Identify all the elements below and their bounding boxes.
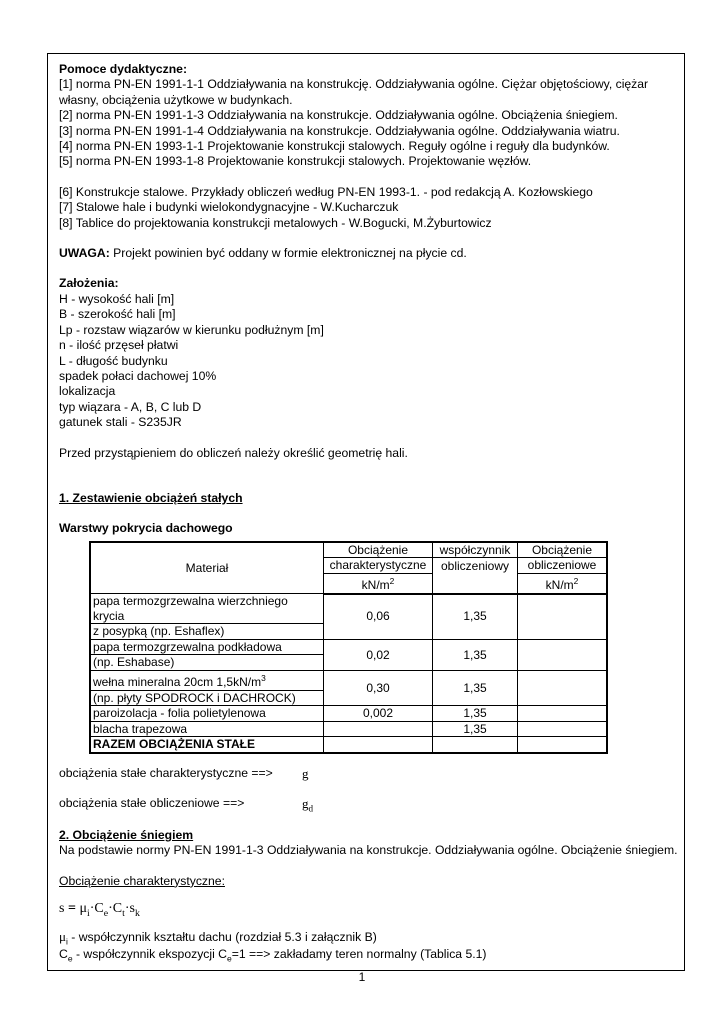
total-char xyxy=(324,737,433,753)
ref-1a: [1] norma PN-EN 1991-1-1 Oddziaływania na konstrukcję. Oddziaływania ogólne. Ciężar objętościowy, ciężar xyxy=(59,77,649,92)
section2-intro: Na podstawie normy PN-EN 1991-1-3 Oddziaływania na konstrukcje. Oddziaływania ogólne. Obciążenie śniegiem. xyxy=(59,843,678,858)
row3-design xyxy=(518,671,608,706)
assumption-item: spadek połaci dachowej 10% xyxy=(59,368,217,383)
design-load-symbol: $g_d$ xyxy=(302,795,314,814)
row2-coef: 1,35 xyxy=(433,639,518,670)
row4-material: paroizolacja - folia polietylenowa xyxy=(90,706,324,722)
ref-4: [4] norma PN-EN 1993-1-1 Projektowanie konstrukcji stalowych. Reguły ogólne i reguły dla budynków. xyxy=(59,139,610,154)
assumption-item: typ wiązara - A, B, C lub D xyxy=(59,399,202,414)
ref-7: [7] Stalowe hale i budynki wielokondygnacyjne - W.Kucharczuk xyxy=(59,200,399,215)
assumption-item: gatunek stali - S235JR xyxy=(59,415,182,430)
header-char-1: Obciążenie xyxy=(324,542,433,558)
header-char-unit: $kN/m^2$ xyxy=(324,573,433,593)
note xyxy=(59,246,679,261)
header-material: Materiał xyxy=(90,542,324,594)
document-content xyxy=(59,62,679,965)
row2-design xyxy=(518,639,608,670)
assumption-item: L - długość budynku xyxy=(59,353,168,368)
char-load-line xyxy=(59,766,679,786)
header-design-2: obliczeniowe xyxy=(518,558,608,574)
design-load-line xyxy=(59,796,679,816)
row1-char: 0,06 xyxy=(324,594,433,640)
assumptions-title: Założenia: xyxy=(59,276,119,291)
row5-material: blacha trapezowa xyxy=(90,721,324,737)
header-coef-1: współczynnik xyxy=(433,542,518,558)
aids-title: Pomoce dydaktyczne: xyxy=(59,62,188,76)
assumption-item: Lp - rozstaw wiązarów w kierunku podłużnym [m] xyxy=(59,322,324,337)
char-load-label: obciążenia stałe charakterystyczne ==> xyxy=(59,765,273,780)
row3-material-b: (np. płyty SPODROCK i DACHROCK) xyxy=(90,690,324,706)
row3-material-a: wełna mineralna 20cm $1,5kN/m^3$ xyxy=(90,671,324,691)
section1-title: 1. Zestawienie obciążeń stałych xyxy=(59,490,243,505)
roof-layers-table xyxy=(89,541,608,754)
row2-char: 0,02 xyxy=(324,639,433,670)
note-label: UWAGA: xyxy=(59,246,110,261)
header-design-unit: $kN/m^2$ xyxy=(518,573,608,593)
row1-coef: 1,35 xyxy=(433,594,518,640)
header-coef-2: obliczeniowy xyxy=(433,558,518,574)
assumption-item: B - szerokość hali [m] xyxy=(59,307,176,322)
section2-title: 2. Obciążenie śniegiem xyxy=(59,827,194,842)
header-char-2: charakterystyczne xyxy=(324,558,433,574)
total-design xyxy=(518,737,608,753)
assumption-item: n - ilość przęseł płatwi xyxy=(59,338,179,353)
note-text: Projekt powinien być oddany w formie elektronicznej na płycie cd. xyxy=(109,246,467,261)
row3-char: 0,30 xyxy=(324,671,433,706)
ref-8: [8] Tablice do projektowania konstrukcji metalowych - W.Bogucki, M.Żyburtowicz xyxy=(59,215,492,230)
design-load-label: obciążenia stałe obliczeniowe ==> xyxy=(59,795,245,810)
ref-3: [3] norma PN-EN 1991-1-4 Oddziaływania na konstrukcje. Oddziaływania ogólne. Oddziaływania wiatru. xyxy=(59,123,620,138)
row5-char xyxy=(324,721,433,737)
row5-coef: 1,35 xyxy=(433,721,518,737)
row4-coef: 1,35 xyxy=(433,706,518,722)
assumptions-final: Przed przystąpieniem do obliczeń należy określić geometrię hali. xyxy=(59,445,408,460)
row1-design xyxy=(518,594,608,640)
ref-6: [6] Konstrukcje stalowe. Przykłady obliczeń według PN-EN 1993-1. - pod redakcją A. Kozłowskiego xyxy=(59,184,593,199)
ref-1b: własny, obciążenia użytkowe w budynkach. xyxy=(59,92,293,107)
ref-5: [5] norma PN-EN 1993-1-8 Projektowanie konstrukcji stalowych. Projektowanie węzłów. xyxy=(59,154,532,169)
ce-description: $C_e$ - współczynnik ekspozycji $C_e=1$ ==> zakładamy teren normalny (Tablica 5.1) xyxy=(59,947,487,964)
assumption-item: H - wysokość hali [m] xyxy=(59,291,175,306)
row2-material-a: papa termozgrzewalna podkładowa xyxy=(90,639,324,655)
row4-char: 0,002 xyxy=(324,706,433,722)
row1-material-a: papa termozgrzewalna wierzchniego krycia xyxy=(90,594,324,624)
mu-description: $\mu_i$ - współczynnik kształtu dachu (rozdział 5.3 i załącznik B) xyxy=(59,929,377,947)
snow-formula: $s = \mu_i\cdot C_e\cdot C_t\cdot s_k$ xyxy=(59,901,140,919)
page-number: 1 xyxy=(358,970,366,984)
row2-material-b: (np. Eshabase) xyxy=(90,655,324,671)
char-load-symbol: g xyxy=(302,765,309,781)
row1-material-b: z posypką (np. Eshaflex) xyxy=(90,624,324,640)
row3-coef: 1,35 xyxy=(433,671,518,706)
total-coef xyxy=(433,737,518,753)
row4-design xyxy=(518,706,608,722)
total-label: RAZEM OBCIĄŻENIA STAŁE xyxy=(90,737,324,753)
row5-design xyxy=(518,721,608,737)
section2-char-title: Obciążenie charakterystyczne: xyxy=(59,873,225,888)
header-design-1: Obciążenie xyxy=(518,542,608,558)
section1-subtitle: Warstwy pokrycia dachowego xyxy=(59,521,233,536)
ref-2: [2] norma PN-EN 1991-1-3 Oddziaływania na konstrukcje. Oddziaływania ogólne. Obciążenia śniegiem. xyxy=(59,108,618,123)
assumption-item: lokalizacja xyxy=(59,384,116,399)
